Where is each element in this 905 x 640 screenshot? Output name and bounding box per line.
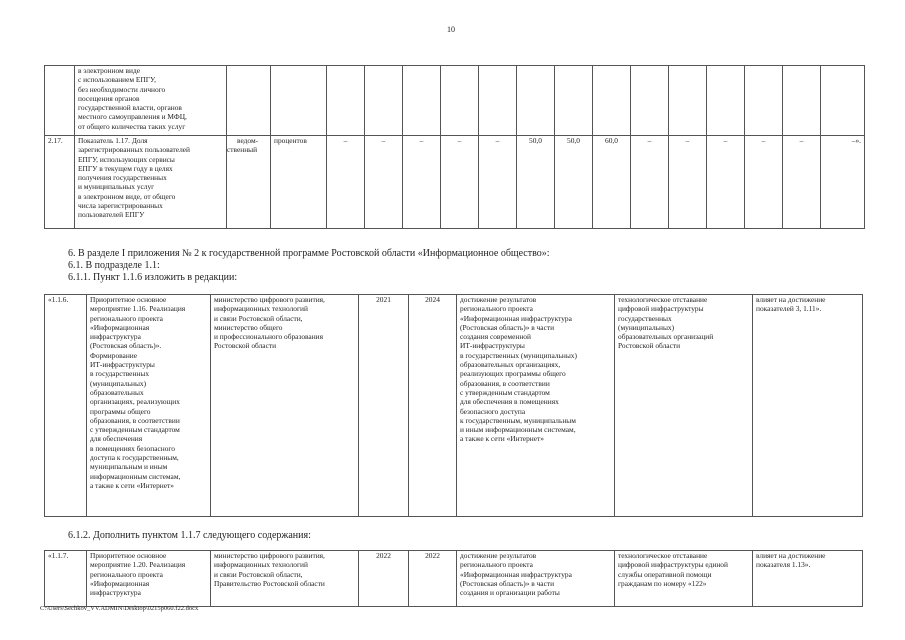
row-number: 2.17. [45, 136, 75, 229]
indicators-table [44, 65, 865, 229]
value-cell: – [441, 136, 479, 229]
value-cell: – [327, 136, 365, 229]
value-cell: – [707, 136, 745, 229]
expected-result: достижение результатов регионального проекта «Информационная инфраструктура (Ростовская область)» в части создания современной ИТ-инфраструктуры в государственных (муниципальных) образовательных организациях, реализующих программы общего образования, в соответствии с утвержденным стандартом для обеспечения в помещениях безопасного доступа к государственным, муниципальным и иным информационным системам, а также к сети «Интернет» [457, 295, 615, 517]
table-row [45, 66, 865, 136]
non-implementation-consequence: технологическое отставание цифровой инфраструктуры единой службы оперативной помощи гражданам по номеру «122» [615, 551, 753, 607]
start-year: 2021 [359, 295, 409, 517]
activity-executor: министерство цифрового развития, информационных технологий и связи Ростовской области, Правительство Ростовской области [211, 551, 359, 607]
indicator-link: влияет на достижение показателя 1.13». [753, 551, 863, 607]
paragraph-6-1-1: 6.1.1. Пункт 1.1.6 изложить в редакции: [68, 272, 238, 283]
activity-number: «1.1.6. [45, 295, 87, 517]
activity-table [44, 294, 863, 517]
start-year: 2022 [359, 551, 409, 607]
value-cell: – [479, 136, 517, 229]
value-cell: 50,0 [517, 136, 555, 229]
value-cell: – [365, 136, 403, 229]
activity-name: Приоритетное основное мероприятие 1.20. Реализация регионального проекта «Информационная инфраструктура [87, 551, 211, 607]
value-cell: 50,0 [555, 136, 593, 229]
indicator-type: ственный [227, 145, 258, 155]
indicator-link: влияет на достижение показателей 3, 1.11». [753, 295, 863, 517]
expected-result: достижение результатов регионального проекта «Информационная инфраструктура (Ростовская область)» в части создания и организации работы [457, 551, 615, 607]
value-cell: – [783, 136, 821, 229]
table-row [45, 551, 863, 607]
value-cell: – [631, 136, 669, 229]
file-path-footer: C:\Users\Sechkov_VV.ADMIN\Desktop\0215p060.f22.docx [40, 605, 199, 612]
activity-number: «1.1.7. [45, 551, 87, 607]
value-cell: 60,0 [593, 136, 631, 229]
value-cell: –». [821, 136, 865, 229]
page-number: 10 [447, 25, 455, 34]
activity-name: Приоритетное основное мероприятие 1.16. Реализация регионального проекта «Информационная инфраструктура (Ростовская область)». Формирование ИТ-инфраструктуры в государственных (муниципальных) образовательных организациях, реализующих программы общего образования, в соответствии с утвержденным стандартом для обеспечения в помещениях безопасного доступа к государственным, муниципальным и иным информационным системам, а также к сети «Интернет» [87, 295, 211, 517]
paragraph-6: 6. В разделе I приложения № 2 к государственной программе Ростовской области «Информационное общество»: [68, 248, 550, 259]
activity-table [44, 550, 863, 607]
value-cell: – [403, 136, 441, 229]
paragraph-6-1-2: 6.1.2. Дополнить пунктом 1.1.7 следующего содержания: [68, 530, 311, 541]
indicator-type: ведом- [237, 136, 259, 145]
indicator-text: Показатель 1.17. Доля зарегистрированных пользователей ЕПГУ, использующих сервисы ЕПГУ в текущем году в целях получения государственных и муниципальных услуг в электронном виде, от общего числа зарегистрированных пользователей ЕПГУ [75, 136, 227, 229]
activity-executor: министерство цифрового развития, информационных технологий и связи Ростовской области, министерство общего и профессионального образования Ростовской области [211, 295, 359, 517]
table-row [45, 295, 863, 517]
value-cell: – [669, 136, 707, 229]
non-implementation-consequence: технологическое отставание цифровой инфраструктуры государственных (муниципальных) образовательных организаций Ростовской области [615, 295, 753, 517]
table-row [45, 136, 865, 229]
value-cell: – [745, 136, 783, 229]
paragraph-6-1: 6.1. В подразделе 1.1: [68, 260, 160, 271]
end-year: 2024 [409, 295, 457, 517]
unit: процентов [271, 136, 327, 229]
indicator-text: в электронном виде с использованием ЕПГУ, без необходимости личного посещения органов государственной власти, органов местного самоуправления и МФЦ, от общего количества таких услуг [75, 66, 227, 136]
end-year: 2022 [409, 551, 457, 607]
